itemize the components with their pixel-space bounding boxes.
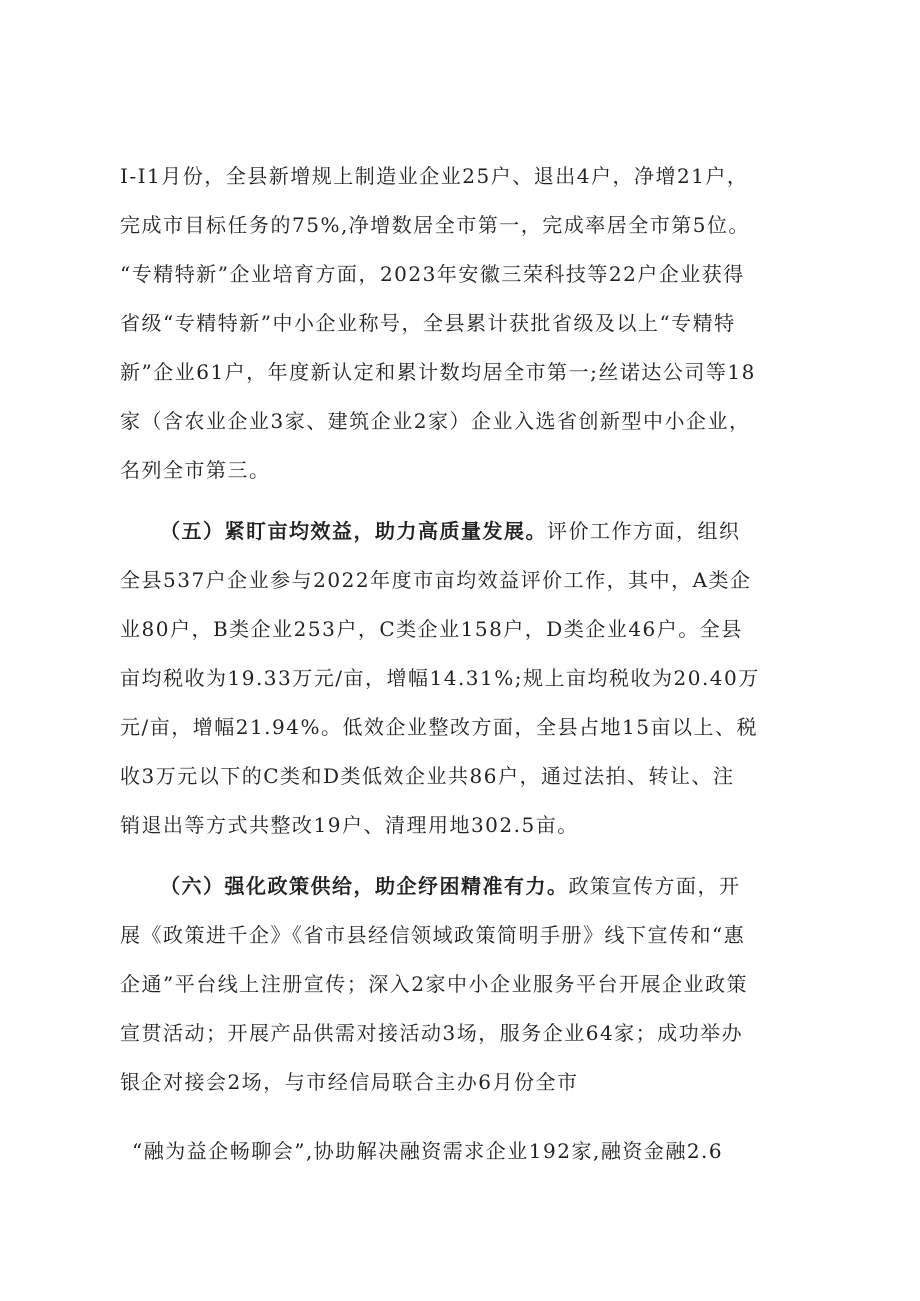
text-line: I-I1月份，全县新增规上制造业企业25户、退出4户，净增21户， [120, 164, 749, 188]
text-line: 完成市目标任务的75%,净增数居全市第一，完成率居全市第5位。 [120, 213, 751, 237]
text-line: 省级“专精特新”中小企业称号，全县累计获批省级及以上“专精特 [120, 311, 736, 335]
text-line: 展《政策进千企》《省市县经信领域政策简明手册》线下宣传和“惠 [120, 923, 746, 947]
text-line: 银企对接会2场，与市经信局联合主办6月份全市 [120, 1070, 579, 1094]
text-line: 收3万元以下的C类和D类低效企业共86户，通过法拍、转让、注 [120, 764, 735, 788]
text-line: 名列全市第三。 [120, 458, 271, 482]
paragraph-1 [120, 152, 820, 495]
text-run: 政策宣传方面，开 [568, 874, 741, 898]
body-text [120, 152, 820, 1176]
text-run: 评价工作方面，组织 [547, 519, 741, 543]
text-line: 新”企业61户，年度新认定和累计数均居全市第一;丝诺达公司等18 [120, 360, 756, 384]
text-line: 亩均税收为19.33万元/亩，增幅14.31%;规上亩均税收为20.40万 [120, 666, 760, 690]
text-line: 元/亩，增幅21.94%。低效企业整改方面，全县占地15亩以上、税 [120, 715, 758, 739]
paragraph-first-line [120, 507, 820, 556]
text-line: 业80户，B类企业253户，C类企业158户，D类企业46户。全县 [120, 617, 743, 641]
text-line: “融为益企畅聊会”,协助解决融资需求企业192家,融资金融2.6 [132, 1139, 724, 1163]
paragraph-2 [120, 507, 820, 850]
text-line: 销退出等方式共整改19户、清理用地302.5亩。 [120, 813, 579, 837]
text-line: 全县537户企业参与2022年度市亩均效益评价工作，其中，A类企 [120, 568, 752, 592]
text-line: 家（含农业企业3家、建筑企业2家）企业入选省创新型中小企业， [120, 409, 751, 433]
section-heading: （五）紧盯亩均效益，助力高质量发展。 [160, 519, 547, 543]
section-heading: （六）强化政策供给，助企纾困精准有力。 [160, 874, 569, 898]
paragraph-first-line [120, 862, 820, 911]
text-line: 企通”平台线上注册宣传；深入2家中小企业服务平台开展企业政策 [120, 972, 748, 996]
text-line: “专精特新”企业培育方面，2023年安徽三荣科技等22户企业获得 [120, 262, 745, 286]
paragraph-3 [120, 862, 820, 1107]
text-line: 宣贯活动；开展产品供需对接活动3场，服务企业64家；成功举办 [120, 1021, 744, 1045]
